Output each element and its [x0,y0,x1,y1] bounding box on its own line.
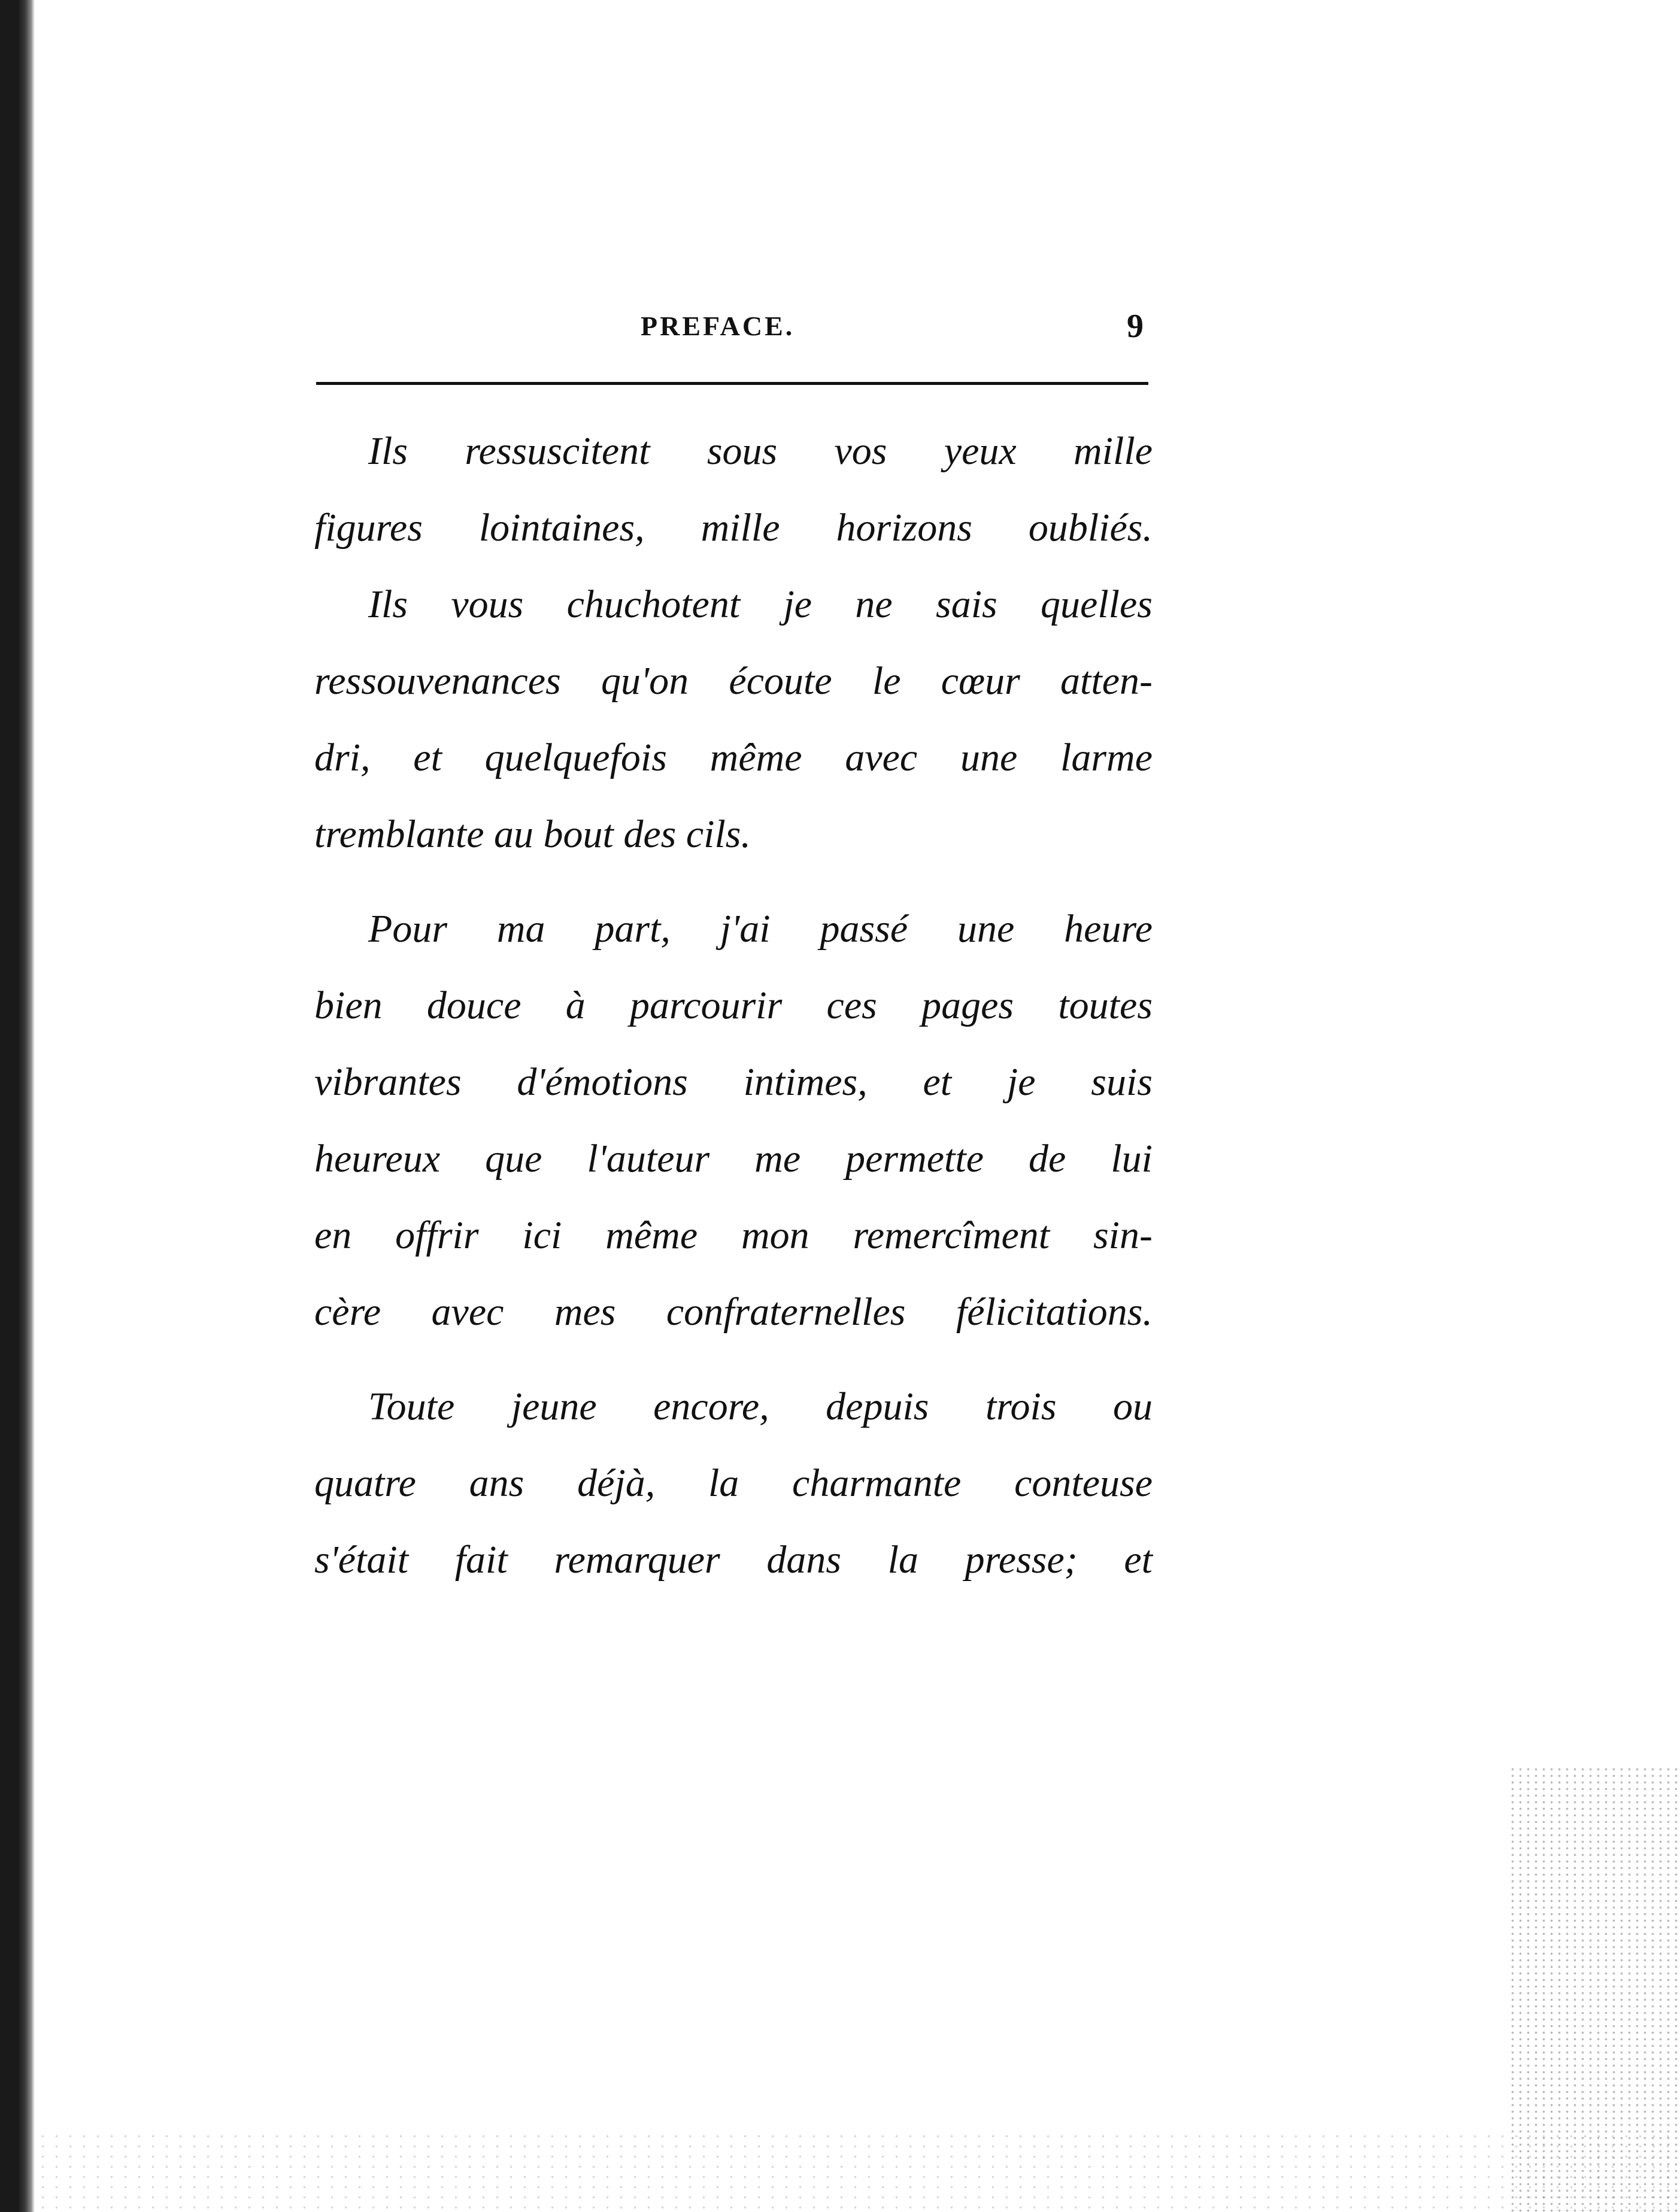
body-text [314,413,1153,1598]
header-rule [316,382,1148,385]
paragraph-1 [314,413,1153,873]
page-number: 9 [1127,308,1144,345]
scan-noise-bottom [36,2131,1680,2212]
paragraph-3 [314,1369,1153,1598]
text-line: s'était fait remarquer dans la presse; et [314,1538,1153,1582]
paragraph-gap [314,1351,1153,1369]
text-line: Ils ressuscitent sous vos yeux mille [368,429,1153,473]
text-line: Ils vous chuchotent je ne sais quelles [368,582,1153,626]
text-line: en offrir ici même mon remercîment sin- [314,1213,1153,1257]
text-line: bien douce à parcourir ces pages toutes [314,984,1153,1027]
text-line: dri, et quelquefois même avec une larme [314,736,1153,779]
running-head [317,302,1156,350]
text-line: heureux que l'auteur me permette de lui [314,1137,1153,1181]
text-line: ressouvenances qu'on écoute le cœur atten- [314,659,1153,703]
paragraph-2 [314,891,1153,1351]
text-line: figures lointaines, mille horizons oubliés. [314,506,1153,550]
text-line: Pour ma part, j'ai passé une heure [368,907,1153,951]
scan-noise-right [1509,1766,1680,2212]
binding-edge [0,0,35,2212]
text-line: cère avec mes confraternelles félicitations. [314,1290,1153,1334]
paragraph-gap [314,873,1153,891]
text-line: quatre ans déjà, la charmante conteuse [314,1461,1153,1505]
text-line: Toute jeune encore, depuis trois ou [368,1385,1153,1428]
text-line: vibrantes d'émotions intimes, et je suis [314,1060,1153,1104]
text-line: tremblante au bout des cils. [314,812,751,856]
running-title: PREFACE. [641,311,795,341]
